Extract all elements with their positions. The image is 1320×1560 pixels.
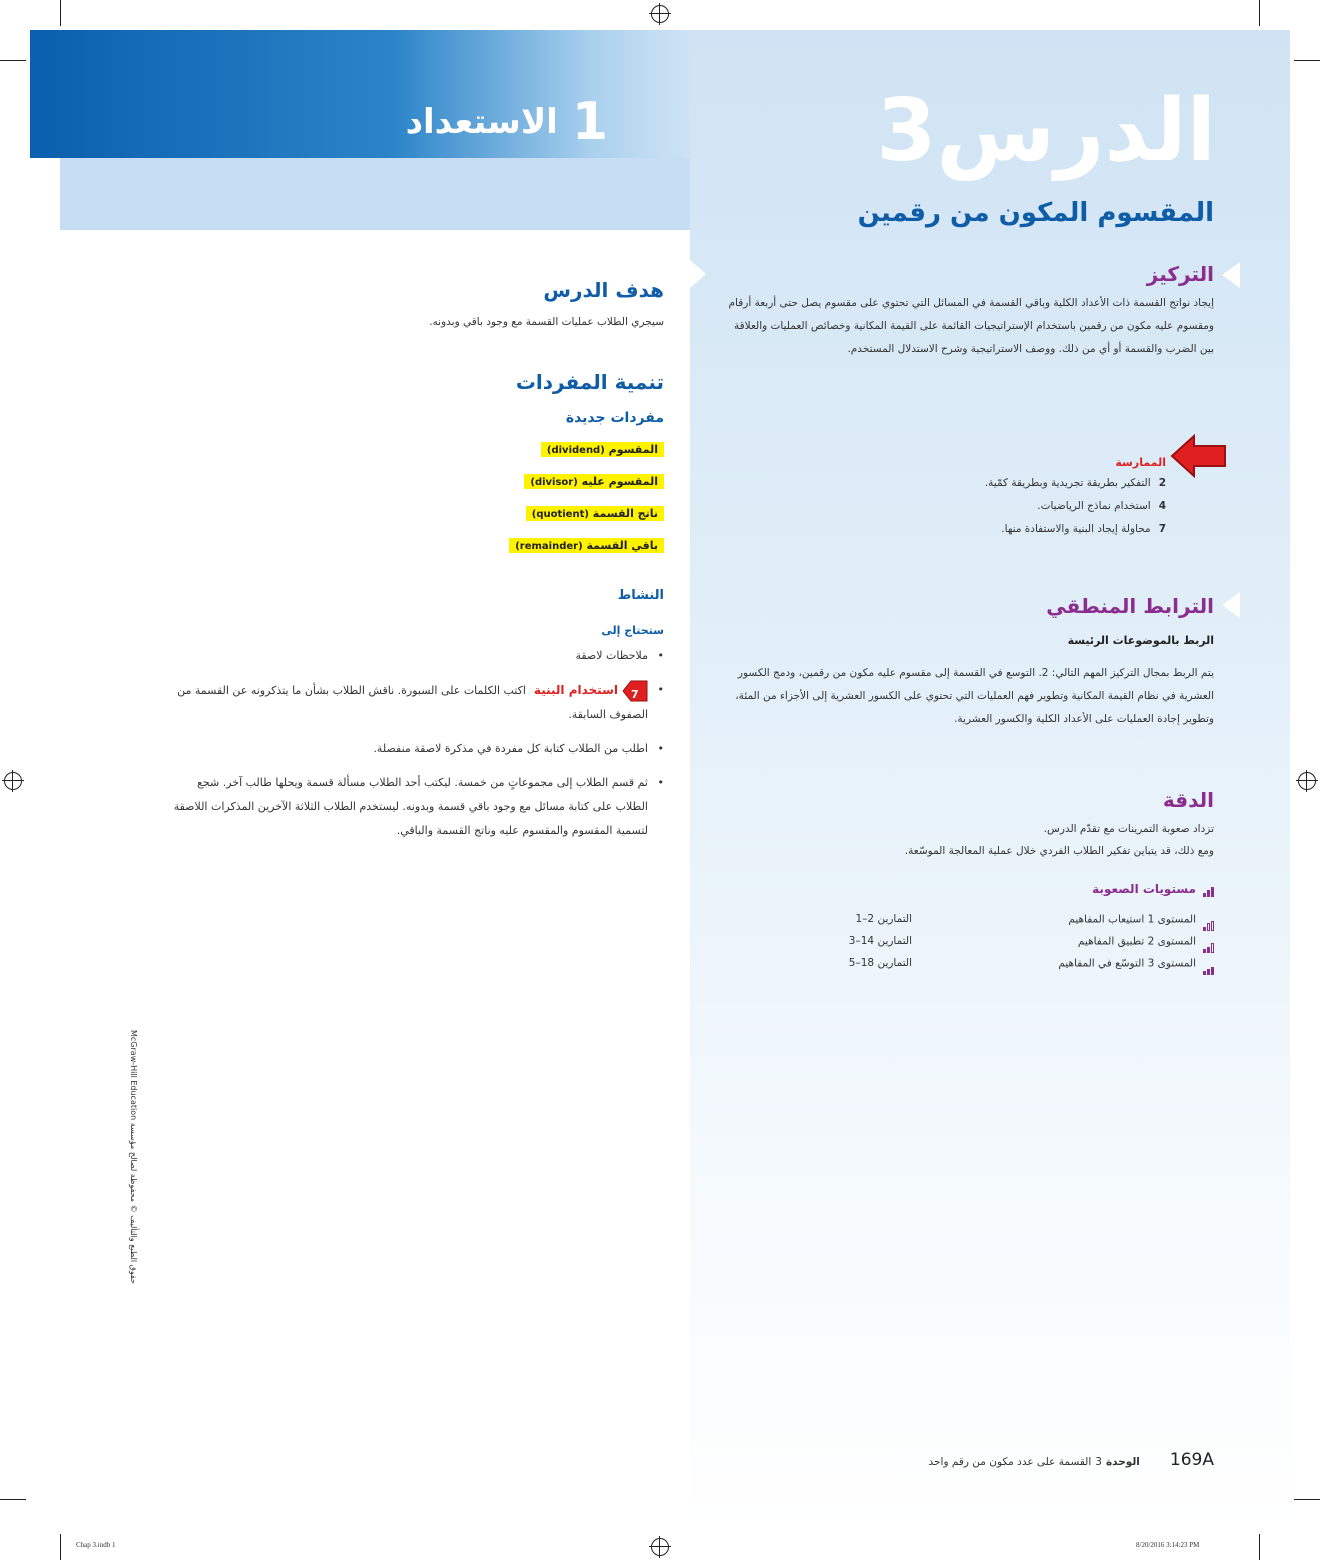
difficulty-level-exercises: التمارين 2–1 [855, 913, 912, 925]
unit-number: 3 [1095, 1456, 1102, 1468]
crop-mark [1259, 1534, 1260, 1560]
slug-right: 8/20/2016 3:14:23 PM [1136, 1541, 1200, 1549]
practice-item: 4استخدام نماذج الرياضيات. [1037, 500, 1166, 512]
difficulty-level-row: المستوى 2 تطبيق المفاهيم [964, 930, 1214, 954]
focus-heading: التركيز [1146, 262, 1214, 286]
focus-text: إيجاد نواتج القسمة ذات الأعداد الكلية وباقي القسمة في المسائل التي تحتوي على مقسوم يصل حتى أربعة أرقام ومقسوم عليه مكون من رقمين باستخدام الإستراتيجيات القائمة على القيمة المكانية وخصائص العمليات والعلاقة بين الضرب والقسمة أو أي من ذلك. ووصف الاستراتيجية وشرح الاستدلال المستخدم. [728, 297, 1214, 355]
activity-need-heading: ستحتاج إلى [601, 624, 664, 637]
activity-item: • ملاحظات لاصقة [164, 644, 664, 668]
section-marker-icon [1222, 592, 1240, 618]
registration-mark-icon [651, 1538, 669, 1556]
rigor-heading: الدقة [1162, 788, 1214, 812]
practice-arrow-icon [1170, 434, 1228, 478]
section-number: 1 [571, 92, 608, 152]
activity-list [164, 644, 664, 843]
difficulty-bars-icon [1202, 883, 1214, 897]
crop-mark [1259, 0, 1260, 26]
level-1-icon [1202, 908, 1214, 931]
practice-item: 7محاولة إيجاد البنية والاستفادة منها. [1001, 523, 1166, 535]
level-3-icon [1202, 952, 1214, 975]
coherence-heading: الترابط المنطقي [1046, 594, 1214, 618]
registration-mark-icon [651, 5, 669, 23]
section-title-preparation [406, 92, 608, 152]
practice-list [766, 472, 1166, 541]
rigor-line-1: تزداد صعوبة التمرينات مع تقدّم الدرس. [1043, 823, 1214, 835]
crop-mark [0, 1499, 26, 1500]
lesson-title [876, 81, 1216, 181]
footer [814, 1450, 1214, 1470]
difficulty-level-row: المستوى 3 التوسّع في المفاهيم [964, 952, 1214, 976]
vocabulary-heading: تنمية المفردات [515, 370, 664, 394]
crop-mark [60, 1534, 61, 1560]
unit-title: القسمة على عدد مكون من رقم واحد [928, 1456, 1092, 1468]
lesson-subtitle: المقسوم المكون من رقمين [857, 198, 1214, 228]
crop-mark [1294, 1499, 1320, 1500]
activity-heading: النشاط [617, 588, 664, 603]
coherence-text: يتم الربط بمجال التركيز المهم التالي: 2. التوسع في القسمة إلى مقسوم عليه مكون من رقمين، ودمج الكسور العشرية في نظام القيمة المكانية وتطوير فهم العمليات التي تحتوي على الكسور العشرية إلى الأجزاء من المئة، وتطوير إجادة العمليات على الأعداد الكلية والكسور العشرية. [735, 667, 1214, 725]
column-pointer [690, 260, 706, 288]
structure-badge-icon: • 7 [622, 680, 648, 702]
difficulty-level-row: المستوى 1 استيعاب المفاهيم [964, 908, 1214, 932]
crop-mark [60, 0, 61, 26]
registration-mark-icon [1298, 772, 1316, 790]
vocabulary-term: باقي القسمة (remainder) [364, 534, 664, 553]
difficulty-levels-heading: مستويات الصعوبة [914, 882, 1214, 897]
section-label: الاستعداد [405, 102, 558, 142]
lesson-label: الدرس [936, 81, 1216, 181]
vocabulary-term: ناتج القسمة (quotient) [364, 502, 664, 521]
activity-item: • اطلب من الطلاب كتابة كل مفردة في مذكرة لاصقة منفصلة. [164, 737, 664, 761]
practice-item: 2التفكير بطريقة تجريدية وبطريقة كمّية. [984, 477, 1166, 489]
crop-mark [1294, 60, 1320, 61]
vocabulary-term: المقسوم عليه (divisor) [364, 470, 664, 489]
page-number: 169A [1169, 1450, 1214, 1470]
right-column-background [690, 30, 1290, 1530]
registration-mark-icon [4, 772, 22, 790]
unit-label: الوحدة [1105, 1456, 1140, 1468]
objective-text: سيجري الطلاب عمليات القسمة مع وجود باقي وبدونه. [429, 316, 664, 328]
activity-item: • ثم قسم الطلاب إلى مجموعاتٍ من خمسة. ليكتب أحد الطلاب مسألة قسمة ويحلها طالب آخر. شجع الطلاب على كتابة مسائل مع وجود باقي قسمة وبدونه. ليستخدم الطلاب الثلاثة الآخرين المذكرات اللاصقة لتسمية المقسوم والمقسوم عليه وناتج القسمة والباقي. [164, 771, 664, 843]
header-band [60, 158, 690, 230]
crop-mark [0, 60, 26, 61]
practice-heading: الممارسة [1115, 456, 1166, 469]
vocabulary-term: المقسوم (dividend) [364, 438, 664, 457]
activity-item: • 7 استخدام البنيةاكتب الكلمات على السبورة. ناقش الطلاب بشأن ما يتذكرونه عن القسمة من الصفوف السابقة. [164, 678, 664, 727]
rigor-line-2: ومع ذلك، قد يتباين تفكير الطلاب الفردي خلال عملية المعالجة الموسّعة. [904, 845, 1214, 857]
coherence-subheading: الربط بالموضوعات الرئيسة [1067, 634, 1214, 647]
slug-left: Chap 3.indb 1 [76, 1541, 116, 1549]
vocabulary-subheading: مفردات جديدة [565, 410, 664, 426]
difficulty-level-exercises: التمارين 18–5 [848, 957, 912, 969]
copyright-notice: حقوق الطبع والتأليف © محفوظة لصالح مؤسسة McGraw-Hill Education [129, 1030, 138, 1284]
difficulty-level-exercises: التمارين 14–3 [848, 935, 912, 947]
lesson-number: 3 [876, 81, 937, 181]
objective-heading: هدف الدرس [543, 278, 664, 302]
structure-label: استخدام البنية [533, 683, 618, 697]
section-marker-icon [1222, 262, 1240, 288]
level-2-icon [1202, 930, 1214, 953]
